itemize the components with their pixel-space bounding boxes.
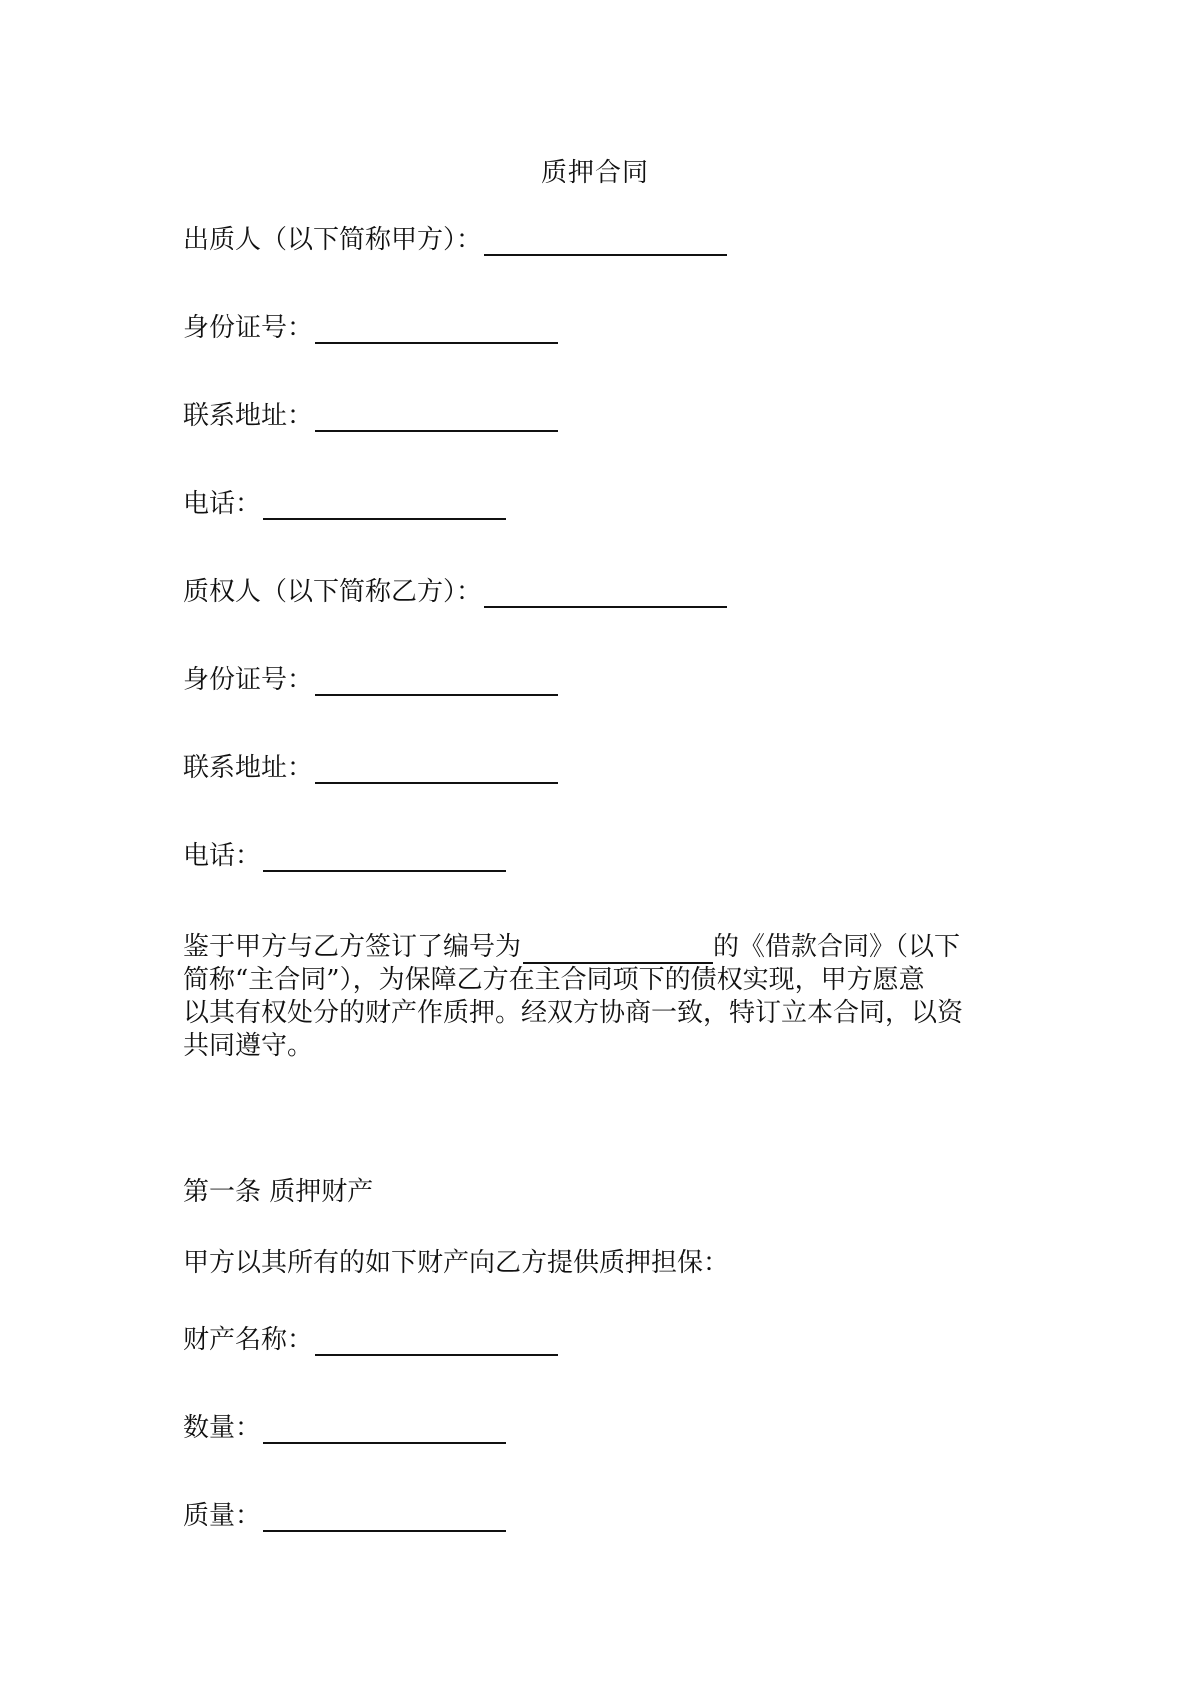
- party-a-phone-label: 电话：: [183, 489, 262, 519]
- property-name-blank[interactable]: [315, 1328, 558, 1356]
- party-a-address-label: 联系地址：: [183, 401, 314, 431]
- party-a-id-row: [183, 312, 558, 344]
- quantity-blank[interactable]: [263, 1416, 506, 1444]
- contract-number-blank[interactable]: [523, 936, 713, 964]
- party-b-phone-label: 电话：: [183, 841, 262, 871]
- party-a-address-row: [183, 400, 558, 432]
- preamble-line-4: 共同遵守。: [183, 1031, 314, 1061]
- quality-row: [183, 1500, 506, 1532]
- preamble-line1-after: 的《借款合同》（以下: [713, 932, 961, 962]
- property-name-row: [183, 1324, 558, 1356]
- party-a-phone-blank[interactable]: [263, 492, 506, 520]
- document-title: 质押合同: [540, 158, 649, 188]
- quality-blank[interactable]: [263, 1504, 506, 1532]
- article-1-heading: 第一条 质押财产: [183, 1177, 374, 1207]
- party-b-name-blank[interactable]: [484, 580, 727, 608]
- preamble-line-2: 简称“主合同”），为保障乙方在主合同项下的债权实现，甲方愿意: [183, 965, 925, 995]
- property-name-label: 财产名称：: [183, 1325, 314, 1355]
- quality-label: 质量：: [183, 1501, 262, 1531]
- party-b-address-row: [183, 752, 558, 784]
- party-a-name-label: 出质人（以下简称甲方）：: [183, 225, 483, 255]
- party-b-id-blank[interactable]: [315, 668, 558, 696]
- party-a-address-blank[interactable]: [315, 404, 558, 432]
- party-a-id-label: 身份证号：: [183, 313, 314, 343]
- preamble-paragraph: [183, 920, 1003, 1063]
- party-a-name-blank[interactable]: [484, 228, 727, 256]
- preamble-line-3: 以其有权处分的财产作质押。经双方协商一致，特订立本合同，以资: [183, 998, 964, 1028]
- quantity-label: 数量：: [183, 1413, 262, 1443]
- preamble-line-1: [183, 920, 1003, 964]
- party-a-name-row: [183, 224, 727, 256]
- party-b-id-label: 身份证号：: [183, 665, 314, 695]
- party-b-address-label: 联系地址：: [183, 753, 314, 783]
- article-1-intro: 甲方以其所有的如下财产向乙方提供质押担保：: [183, 1248, 730, 1278]
- party-b-id-row: [183, 664, 558, 696]
- party-b-address-blank[interactable]: [315, 756, 558, 784]
- party-b-name-label: 质权人（以下简称乙方）：: [183, 577, 483, 607]
- party-b-phone-blank[interactable]: [263, 844, 506, 872]
- preamble-line1-before: 鉴于甲方与乙方签订了编号为: [183, 932, 522, 962]
- party-a-phone-row: [183, 488, 506, 520]
- party-a-id-blank[interactable]: [315, 316, 558, 344]
- party-b-phone-row: [183, 840, 506, 872]
- party-b-name-row: [183, 576, 727, 608]
- quantity-row: [183, 1412, 506, 1444]
